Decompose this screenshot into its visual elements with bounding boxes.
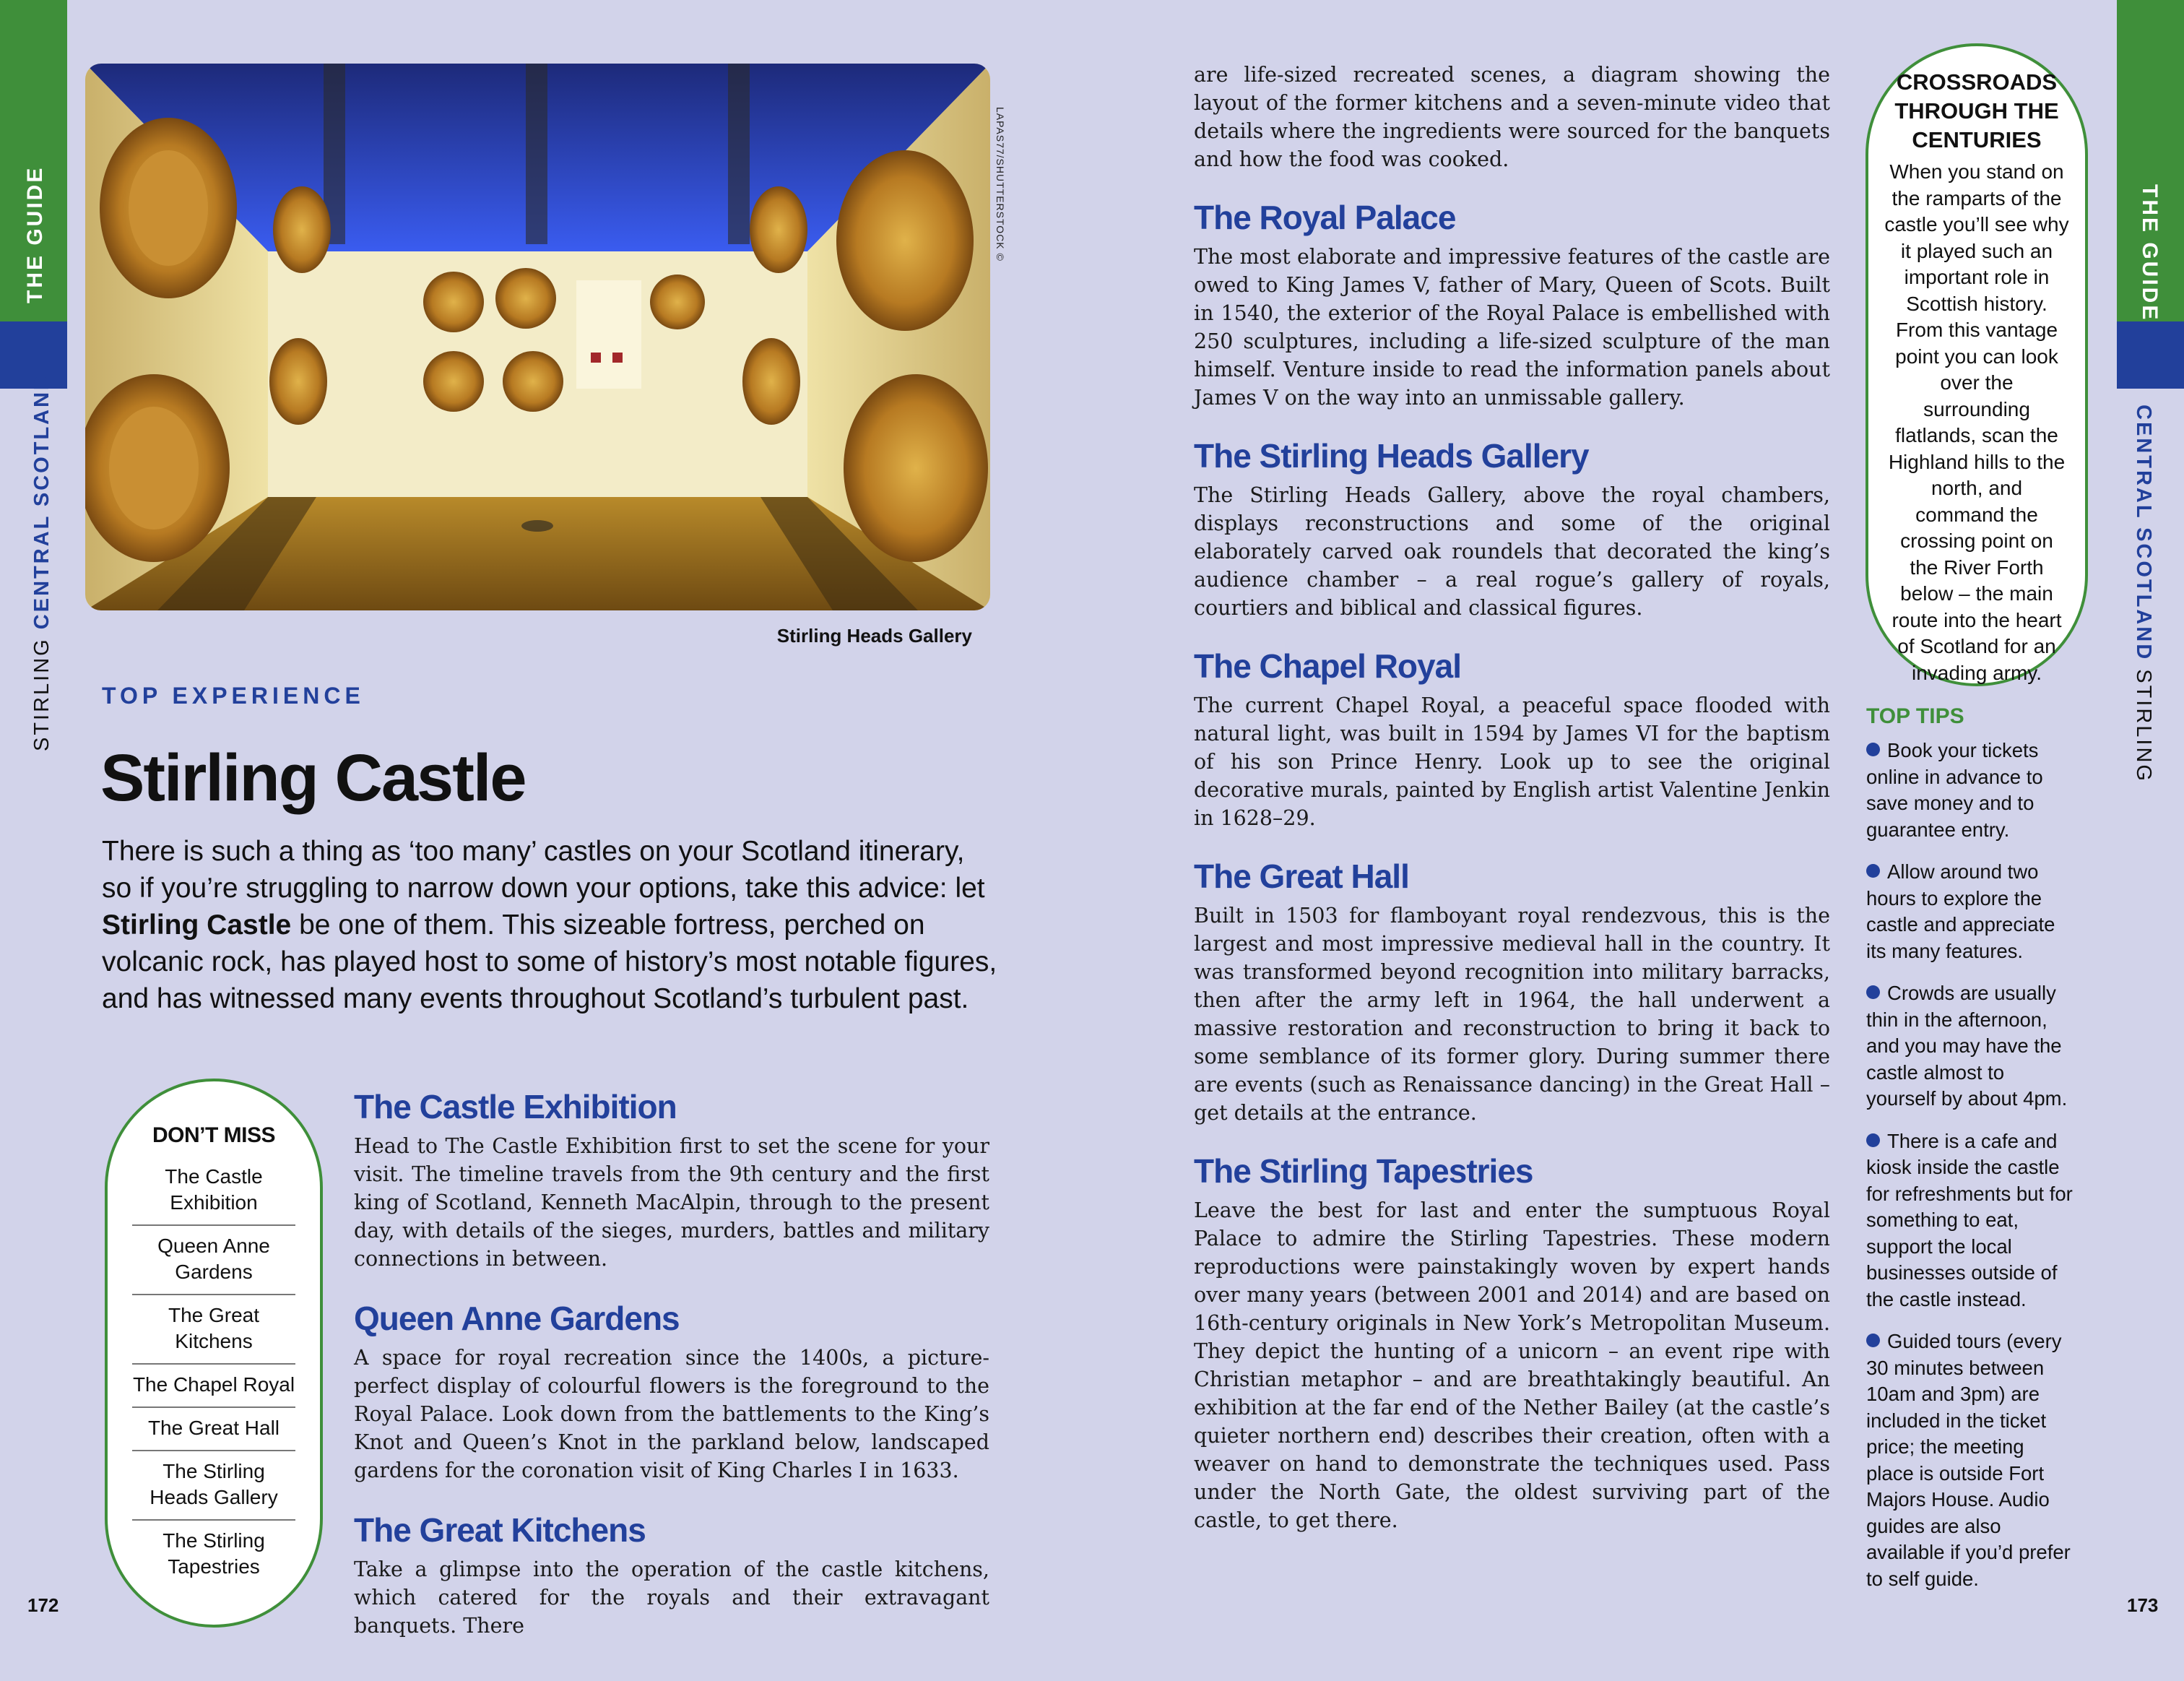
dont-miss-item: The Stirling Heads Gallery — [132, 1451, 295, 1521]
right-running-head — [2131, 405, 2155, 783]
bullet-dot-icon — [1866, 1133, 1880, 1147]
intro-paragraph — [102, 833, 997, 1017]
dont-miss-item: The Great Hall — [132, 1408, 295, 1451]
crossroads-title: CROSSROADS THROUGH THE CENTURIES — [1894, 69, 2059, 152]
top-tip-item: Crowds are usually thin in the afternoon, and you may have the castle almost to yourself by about 4pm. — [1866, 982, 2068, 1110]
top-tip-item: Guided tours (every 30 minutes between 10am and 3pm) are included in the ticket price; the meeting place is outside Fort Majors House. Audio guides are also available if you’d prefer to self guide. — [1866, 1330, 2071, 1590]
dont-miss-item: The Castle Exhibition — [132, 1157, 295, 1226]
section-heading-royal-palace: The Royal Palace — [1194, 199, 1456, 236]
top-experience-kicker: TOP EXPERIENCE — [102, 683, 365, 709]
section-text-chapel-royal: The current Chapel Royal, a peaceful space flooded with natural light, was built in 1594 by James VI for the baptism of his son Prince Henry. Look up to see the original decorative murals, painted by English artist Valentine Jenkin in 1628–29. — [1194, 693, 1830, 830]
left-running-head-plain: STIRLING — [30, 637, 53, 751]
left-running-head-bold: CENTRAL SCOTLAND — [30, 373, 53, 630]
right-page-number: 173 — [2127, 1594, 2159, 1616]
top-tip-item: There is a cafe and kiosk inside the castle for refreshments but for something to eat, support the local businesses outside of the castle instead. — [1866, 1129, 2073, 1310]
top-tips-list — [1866, 738, 2076, 1608]
right-running-head-plain: STIRLING — [2132, 669, 2155, 783]
left-article-column — [354, 1087, 989, 1640]
crossroads-text: When you stand on the ramparts of the castle you’ll see why it played such an important role in Scottish history. From this vantage point you can look over the surrounding flatlands, scan the Highland hills to the north, and command the crossing point on the River Forth below – the main route into the heart of Scotland for an invading army. — [1884, 160, 2069, 684]
dont-miss-item: The Stirling Tapestries — [162, 1529, 265, 1578]
section-heading-great-kitchens: The Great Kitchens — [354, 1511, 646, 1549]
right-section-tab — [2117, 321, 2184, 389]
section-text-stirling-heads-gallery: The Stirling Heads Gallery, above the royal chambers, displays reconstructions and some of the original elaborately carved oak roundels that decorated the king’s audience chamber – a real rogue’s gallery of royals, courtiers and biblical and classical figures. — [1194, 483, 1830, 620]
section-text-stirling-tapestries: Leave the best for last and enter the sumptuous Royal Palace to admire the Stirling Tapestries. These modern reproductions were painstakingly woven by expert hands over many years (between 2001 and 2014) and are based on 16th-century originals in New York’s Metropolitan Museum. They depict the hunting of a unicorn – an event ripe with Christian metaphor – and are breathtakingly beautiful. An exhibition at the far end of the Nether Bailey (at the castle’s quieter northern end) describes their creation, often with a weaver on hand to demonstrate the techniques used. Pass under the North Gate, the oldest surviving part of the castle, to get there. — [1194, 1198, 1830, 1532]
right-article-column — [1194, 61, 1830, 1534]
top-tips-title: TOP TIPS — [1866, 704, 1964, 728]
dont-miss-item: The Great Kitchens — [132, 1295, 295, 1365]
gallery-photo-illustration — [85, 64, 990, 610]
intro-text-after: be one of them. This sizeable fortress, perched on volcanic rock, has played host to some of history’s most notable figures, and has witnessed many events throughout Scotland’s turbulent past. — [102, 909, 997, 1014]
photo-caption: Stirling Heads Gallery — [776, 625, 972, 647]
intro-text-before: There is such a thing as ‘too many’ castles on your Scotland itinerary, so if you’re struggling to narrow down your options, take this advice: let — [102, 836, 985, 904]
section-heading-great-hall: The Great Hall — [1194, 857, 1409, 895]
bullet-dot-icon — [1866, 864, 1880, 878]
left-page-number: 172 — [27, 1594, 59, 1616]
section-text-great-kitchens: Take a glimpse into the operation of the castle kitchens, which catered for the royals and their extravagant banquets. There — [354, 1557, 989, 1638]
dont-miss-title: DON’T MISS — [152, 1123, 275, 1147]
bullet-dot-icon — [1866, 743, 1880, 756]
dont-miss-box — [105, 1079, 323, 1628]
great-kitchens-continued: are life-sized recreated scenes, a diagram showing the layout of the former kitchens and a seven-minute video that details where the ingredients were sourced for the banquets and how the food was cooked. — [1194, 63, 1830, 171]
top-tip-item: Allow around two hours to explore the castle and appreciate its many features. — [1866, 860, 2055, 962]
section-heading-queen-anne-gardens: Queen Anne Gardens — [354, 1300, 680, 1337]
intro-text-bold: Stirling Castle — [102, 909, 292, 941]
section-text-royal-palace: The most elaborate and impressive features of the castle are owed to King James V, father of Mary, Queen of Scots. Built in 1540, the exterior of the Royal Palace is embellished with 250 sculptures, including a life-sized sculpture of the man himself. Venture inside to read the information panels about James V on the way into an unmissable gallery. — [1194, 245, 1830, 410]
gallery-photo — [85, 64, 990, 610]
left-guide-label: THE GUIDE — [23, 165, 47, 303]
dont-miss-list — [108, 1157, 320, 1589]
right-running-head-bold: CENTRAL SCOTLAND — [2132, 405, 2155, 662]
section-text-castle-exhibition: Head to The Castle Exhibition first to set the scene for your visit. The timeline travels from the 9th century and the first king of Scotland, Kenneth MacAlpin, through to the present day, with details of the sieges, murders, battles and military connections in between. — [354, 1134, 989, 1271]
section-heading-stirling-heads-gallery: The Stirling Heads Gallery — [1194, 437, 1589, 475]
section-heading-chapel-royal: The Chapel Royal — [1194, 647, 1461, 685]
section-heading-stirling-tapestries: The Stirling Tapestries — [1194, 1152, 1533, 1190]
right-guide-label: THE GUIDE — [2138, 184, 2162, 322]
photo-credit: LAPAS77/SHUTTERSTOCK © — [994, 107, 1006, 262]
section-heading-castle-exhibition: The Castle Exhibition — [354, 1088, 677, 1125]
bullet-dot-icon — [1866, 1334, 1880, 1347]
bullet-dot-icon — [1866, 985, 1880, 999]
crossroads-box — [1866, 43, 2088, 686]
dont-miss-item: The Chapel Royal — [132, 1365, 295, 1408]
dont-miss-item: Queen Anne Gardens — [132, 1226, 295, 1295]
top-tip-item: Book your tickets online in advance to save money and to guarantee entry. — [1866, 739, 2043, 841]
section-text-queen-anne-gardens: A space for royal recreation since the 1400s, a picture-perfect display of colourful flowers is the foreground to the Royal Palace. Look down from the battlements to the King’s Knot and Queen’s Knot in the parkland below, landscaped gardens for the coronation visit of King Charles I in 1633. — [354, 1346, 989, 1482]
page-title: Stirling Castle — [100, 741, 526, 815]
section-text-great-hall: Built in 1503 for flamboyant royal rendezvous, this is the largest and most impressive medieval hall in the country. It was transformed beyond recognition into military barracks, then after the army left in 1964, the hall underwent a massive restoration and reconstruction to bring it back to some semblance of its former glory. During summer there are events (such as Renaissance dancing) in the Great Hall – get details at the entrance. — [1194, 904, 1830, 1125]
left-running-head — [30, 373, 54, 751]
